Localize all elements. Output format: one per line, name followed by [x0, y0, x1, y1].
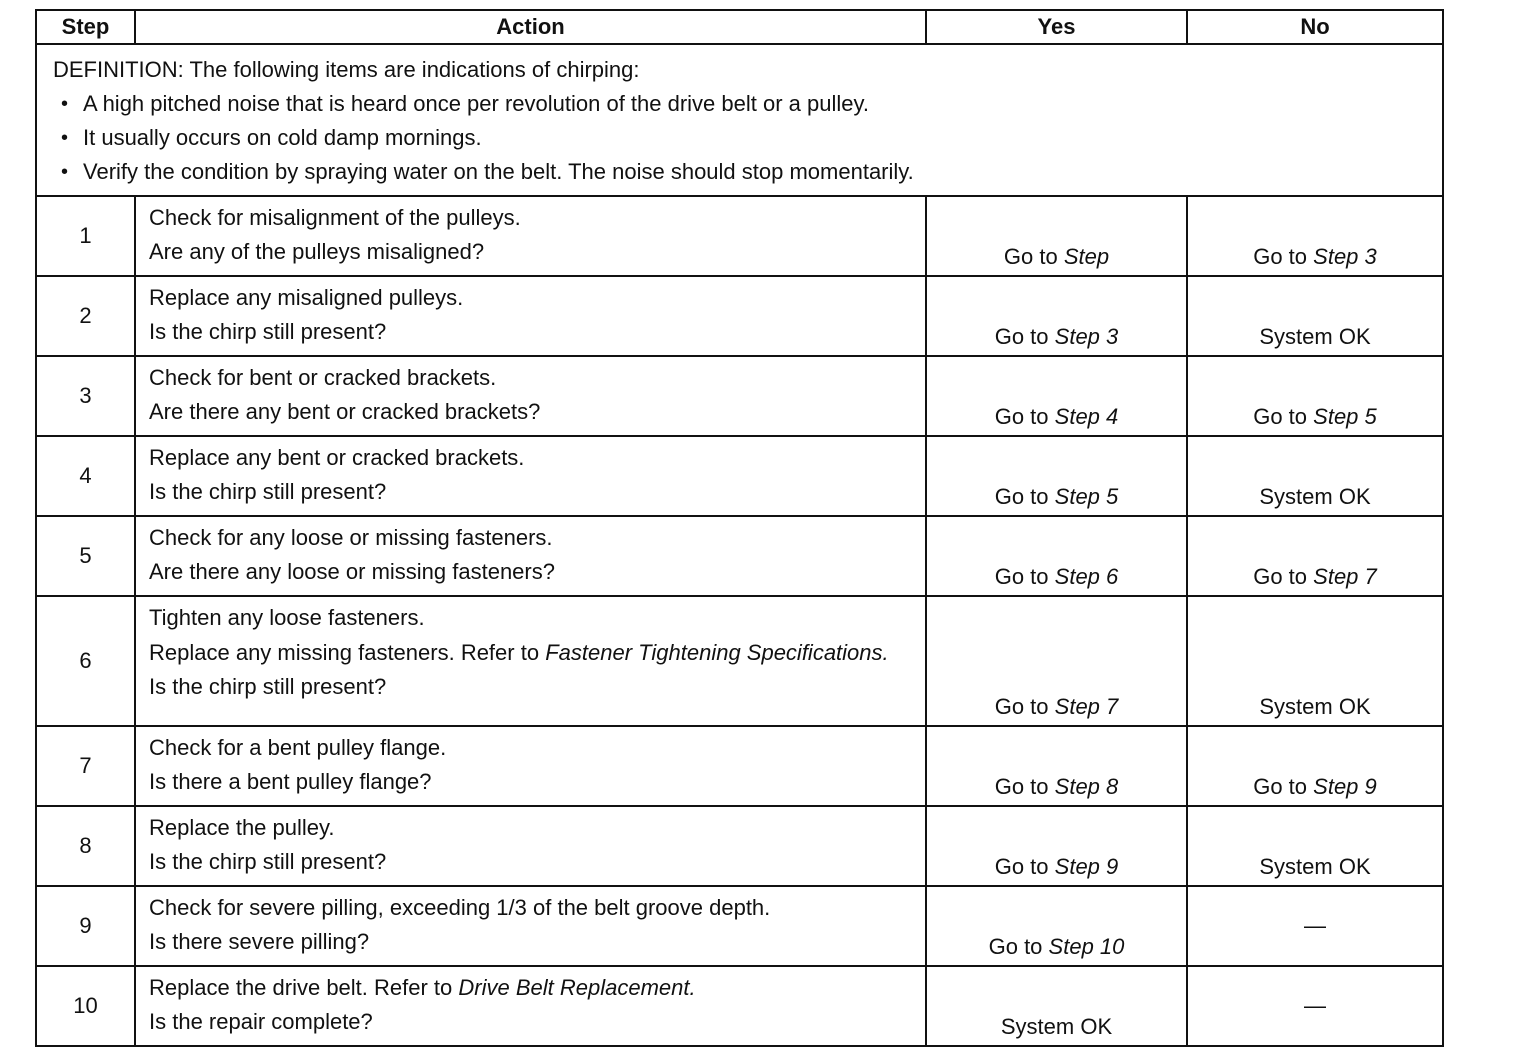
definition-bullet: • Verify the condition by spraying water on the belt. The noise should stop momentarily. [83, 155, 1428, 189]
action-cell [135, 196, 926, 276]
yes-cell [926, 806, 1187, 886]
table-row [36, 886, 1443, 966]
no-prefix: Go to [1253, 774, 1308, 799]
header-no: No [1187, 10, 1443, 44]
action-cell [135, 886, 926, 966]
yes-prefix: Go to [994, 774, 1049, 799]
definition-bullet: • A high pitched noise that is heard once per revolution of the drive belt or a pulley. [83, 87, 1428, 121]
no-cell: System OK [1187, 276, 1443, 356]
yes-cell [926, 356, 1187, 436]
header-yes: Yes [926, 10, 1187, 44]
definition-cell [36, 44, 1443, 196]
step-number: 8 [36, 806, 135, 886]
step-number: 2 [36, 276, 135, 356]
yes-prefix: Go to [1003, 244, 1058, 269]
step-number: 4 [36, 436, 135, 516]
action-question: Are any of the pulleys misaligned? [149, 239, 485, 264]
yes-step-link[interactable]: Step 4 [1054, 404, 1119, 429]
action-cell [135, 966, 926, 1046]
yes-cell [926, 726, 1187, 806]
action-question: Is the chirp still present? [149, 674, 387, 699]
yes-cell [926, 436, 1187, 516]
yes-cell [926, 886, 1187, 966]
table-row [36, 806, 1443, 886]
no-cell [1187, 516, 1443, 596]
step-number: 5 [36, 516, 135, 596]
action-question: Are there any loose or missing fasteners? [149, 559, 555, 584]
definition-row [36, 44, 1443, 196]
yes-step-link[interactable]: Step 6 [1054, 564, 1119, 589]
yes-prefix: Go to [994, 484, 1049, 509]
yes-prefix: Go to [988, 934, 1043, 959]
action-cell [135, 806, 926, 886]
yes-cell: System OK [926, 966, 1187, 1046]
yes-step-link[interactable]: Step 10 [1048, 934, 1125, 959]
no-cell: System OK [1187, 436, 1443, 516]
yes-step-link[interactable]: Step 5 [1054, 484, 1119, 509]
no-cell [1187, 356, 1443, 436]
yes-step-link[interactable]: Step 7 [1054, 694, 1119, 719]
step-number: 7 [36, 726, 135, 806]
action-question: Is the chirp still present? [149, 479, 387, 504]
action-line: Check for severe pilling, exceeding 1/3 of the belt groove depth. [149, 895, 771, 920]
no-cell: — [1187, 886, 1443, 966]
yes-cell [926, 596, 1187, 726]
action-cell [135, 596, 926, 726]
yes-prefix: Go to [994, 324, 1049, 349]
definition-bullet: • It usually occurs on cold damp mornings. [83, 121, 1428, 155]
action-question: Is the repair complete? [149, 1009, 373, 1034]
table-row [36, 356, 1443, 436]
header-action: Action [135, 10, 926, 44]
action-line: Replace any misaligned pulleys. [149, 285, 464, 310]
action-line: Check for a bent pulley flange. [149, 735, 447, 760]
table-row [36, 596, 1443, 726]
action-question: Is the chirp still present? [149, 849, 387, 874]
action-question: Are there any bent or cracked brackets? [149, 399, 541, 424]
action-cell [135, 726, 926, 806]
no-step-link[interactable]: Step 9 [1313, 774, 1377, 799]
table-row [36, 276, 1443, 356]
no-cell: — [1187, 966, 1443, 1046]
table-row [36, 516, 1443, 596]
action-cell [135, 356, 926, 436]
yes-cell [926, 196, 1187, 276]
yes-prefix: Go to [994, 564, 1049, 589]
no-cell: System OK [1187, 806, 1443, 886]
yes-prefix: Go to [994, 694, 1049, 719]
yes-cell [926, 276, 1187, 356]
yes-prefix: Go to [994, 854, 1049, 879]
step-number: 1 [36, 196, 135, 276]
header-row [36, 10, 1443, 44]
no-cell: System OK [1187, 596, 1443, 726]
action-line: Check for any loose or missing fasteners. [149, 525, 553, 550]
action-cell [135, 436, 926, 516]
step-number: 6 [36, 596, 135, 726]
action-text: Replace any missing fasteners. Refer to [149, 640, 540, 665]
table-row [36, 966, 1443, 1046]
yes-step-link[interactable]: Step 3 [1054, 324, 1119, 349]
definition-list [53, 87, 1428, 189]
action-line: Tighten any loose fasteners. [149, 605, 425, 630]
step-number: 10 [36, 966, 135, 1046]
yes-step-link[interactable]: Step [1063, 244, 1110, 269]
action-text: Replace the drive belt. Refer to [149, 975, 453, 1000]
table-row [36, 196, 1443, 276]
yes-prefix: Go to [994, 404, 1049, 429]
action-line [149, 635, 915, 670]
no-step-link[interactable]: Step 7 [1313, 564, 1377, 589]
action-cell [135, 276, 926, 356]
action-line: Replace the pulley. [149, 815, 335, 840]
step-number: 3 [36, 356, 135, 436]
action-line: Check for bent or cracked brackets. [149, 365, 497, 390]
yes-cell [926, 516, 1187, 596]
action-line: Replace any bent or cracked brackets. [149, 445, 525, 470]
no-prefix: Go to [1253, 404, 1308, 429]
no-prefix: Go to [1253, 564, 1308, 589]
action-question: Is there a bent pulley flange? [149, 769, 432, 794]
step-number: 9 [36, 886, 135, 966]
action-question: Is the chirp still present? [149, 319, 387, 344]
no-step-link[interactable]: Step 3 [1313, 244, 1377, 269]
diagnostic-table [35, 9, 1444, 1047]
action-line: Check for misalignment of the pulleys. [149, 205, 521, 230]
action-question: Is there severe pilling? [149, 929, 370, 954]
definition-intro: DEFINITION: The following items are indications of chirping: [53, 57, 640, 82]
header-step: Step [36, 10, 135, 44]
yes-step-link[interactable]: Step 9 [1054, 854, 1119, 879]
drive-belt-replacement-link[interactable]: Drive Belt Replacement. [458, 975, 696, 1000]
no-step-link[interactable]: Step 5 [1313, 404, 1377, 429]
no-cell [1187, 196, 1443, 276]
action-cell [135, 516, 926, 596]
table-row [36, 436, 1443, 516]
no-prefix: Go to [1253, 244, 1308, 269]
fastener-spec-link[interactable]: Fastener Tightening Specifications. [545, 640, 889, 665]
no-cell [1187, 726, 1443, 806]
table-row [36, 726, 1443, 806]
yes-step-link[interactable]: Step 8 [1054, 774, 1119, 799]
